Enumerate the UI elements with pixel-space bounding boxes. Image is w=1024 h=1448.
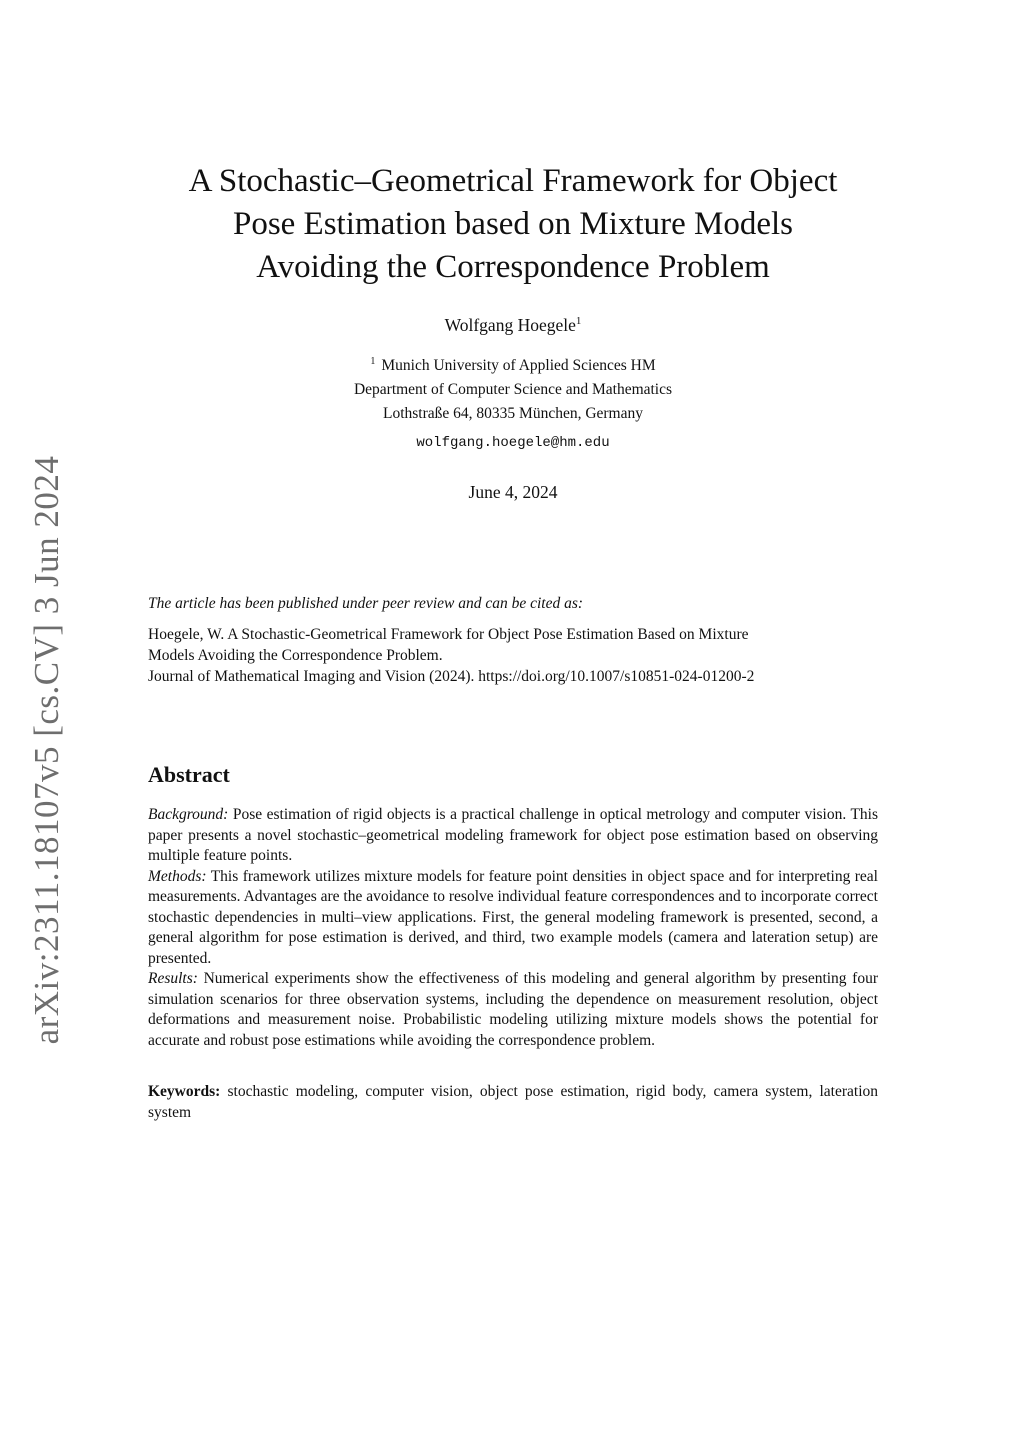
results-label: Results: bbox=[148, 970, 198, 987]
methods-text: This framework utilizes mixture models for feature point densities in object space and for interpreting real measurements. Advantages are the avoidance to resolve individual feature correspondences and to incorporate correct stochastic dependencies in multi–view applications. First, the general modeling framework is presented, second, a general algorithm for pose estimation is derived, and third, two example models (camera and lateration setup) are presented. bbox=[148, 867, 878, 967]
abstract-methods bbox=[148, 867, 878, 970]
affiliation-institution: Munich University of Applied Sciences HM bbox=[381, 357, 656, 375]
abstract-results bbox=[148, 969, 878, 1051]
keywords-label: Keywords: bbox=[148, 1083, 221, 1100]
affiliation bbox=[148, 350, 878, 426]
author bbox=[148, 310, 878, 336]
arxiv-identifier-stamp: arXiv:2311.18107v5 [cs.CV] 3 Jun 2024 bbox=[27, 455, 66, 1045]
title-line: Pose Estimation based on Mixture Models bbox=[232, 206, 794, 242]
methods-label: Methods: bbox=[148, 867, 207, 885]
citation-doi-line[interactable]: Journal of Mathematical Imaging and Vision (2024). https://doi.org/10.1007/s10851-024-01200-2 bbox=[148, 668, 755, 685]
title-line: A Stochastic–Geometrical Framework for Object bbox=[188, 163, 838, 199]
affiliation-address: Lothstraße 64, 80335 München, Germany bbox=[383, 405, 643, 423]
keywords bbox=[148, 1082, 878, 1123]
affiliation-mark: 1 bbox=[370, 356, 376, 367]
citation-line: Hoegele, W. A Stochastic-Geometrical Framework for Object Pose Estimation Based on Mixture bbox=[148, 626, 749, 643]
background-text: Pose estimation of rigid objects is a practical challenge in optical metrology and computer vision. This paper presents a novel stochastic–geometrical modeling framework for object pose estimation based on observing multiple feature points. bbox=[148, 806, 878, 864]
results-text: Numerical experiments show the effectiveness of this modeling and general algorithm by presenting four simulation scenarios for three observation systems, including the dependence on measurement resolution, object deformations and measurement noise. Probabilistic modeling utilizing mixture models shows the potential for accurate and robust pose estimations while avoiding the correspondence problem. bbox=[148, 970, 878, 1049]
publication-note: The article has been published under peer review and can be cited as: bbox=[148, 595, 584, 612]
citation bbox=[148, 624, 880, 687]
publication-date: June 4, 2024 bbox=[468, 482, 558, 502]
affiliation-department: Department of Computer Science and Mathematics bbox=[353, 381, 673, 399]
author-email[interactable]: wolfgang.hoegele@hm.edu bbox=[416, 435, 610, 451]
author-name: Wolfgang Hoegele bbox=[444, 314, 576, 335]
abstract-background bbox=[148, 805, 878, 867]
affiliation-line bbox=[148, 350, 878, 378]
abstract-heading: Abstract bbox=[148, 762, 230, 787]
keywords-text: stochastic modeling, computer vision, object pose estimation, rigid body, camera system, lateration system bbox=[148, 1083, 879, 1121]
title-line: Avoiding the Correspondence Problem bbox=[256, 249, 770, 285]
author-affiliation-mark: 1 bbox=[575, 315, 582, 327]
citation-line: Models Avoiding the Correspondence Problem. bbox=[148, 647, 443, 664]
paper-title bbox=[148, 160, 878, 289]
abstract-body bbox=[148, 805, 878, 1051]
background-label: Background: bbox=[148, 806, 229, 823]
